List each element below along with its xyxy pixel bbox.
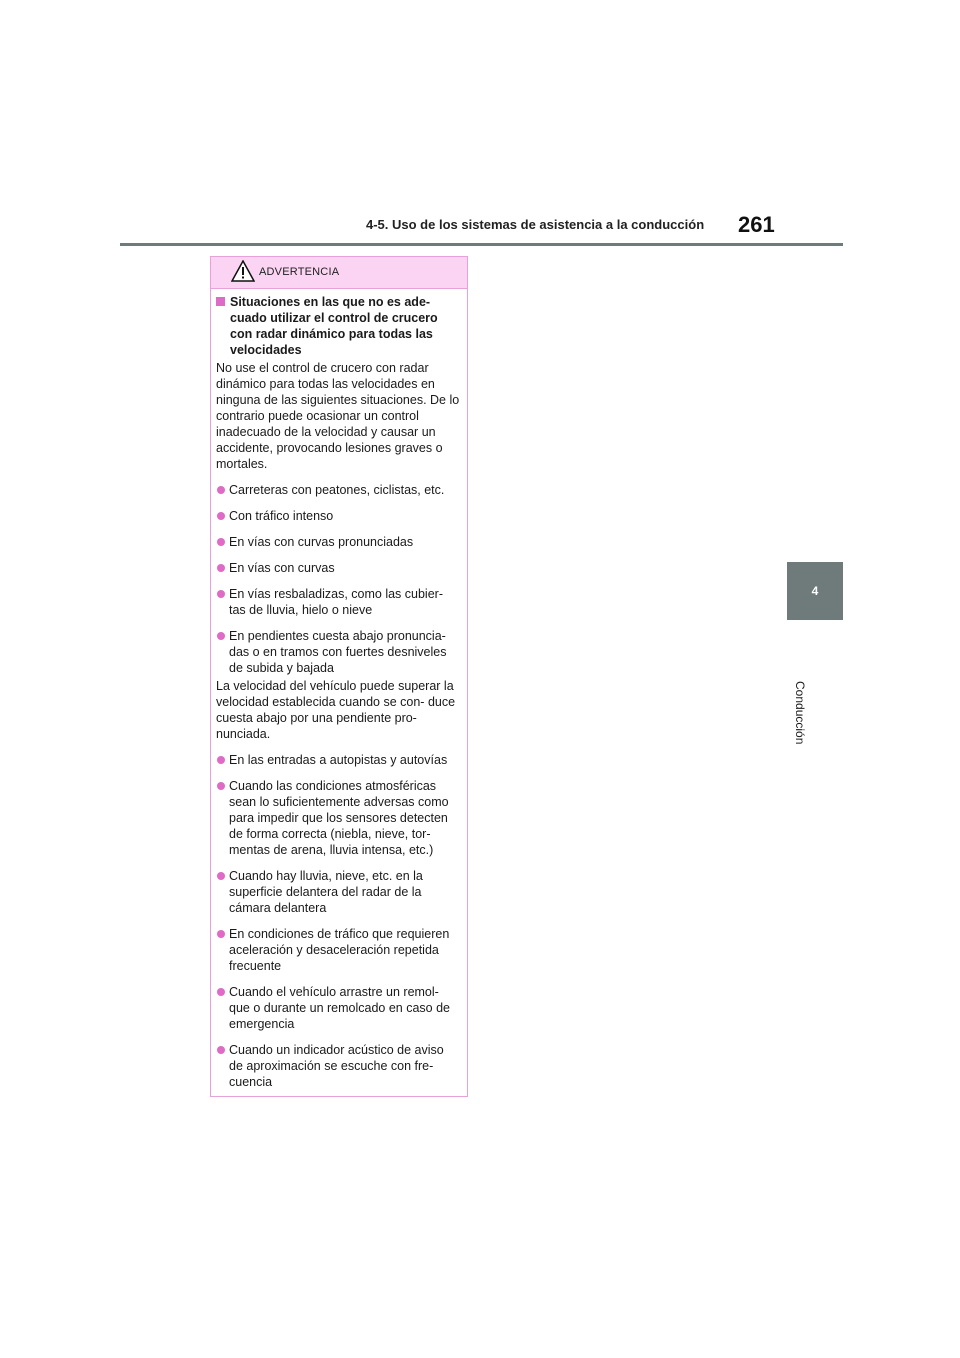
bullet-dot-icon [217, 564, 225, 572]
bullet-dot-icon [217, 632, 225, 640]
list-item-text: En las entradas a autopistas y autovías [229, 753, 448, 767]
list-item-text: En vías con curvas pronunciadas [229, 535, 414, 549]
list-item [216, 586, 461, 618]
list-item [216, 628, 461, 676]
warning-title: ADVERTENCIA [259, 266, 340, 278]
list-item-text: Con tráfico intenso [229, 509, 334, 523]
list-item [216, 778, 461, 858]
warning-heading [216, 294, 467, 358]
list-item [216, 926, 461, 974]
square-bullet-icon [216, 297, 225, 306]
list-item-text: Carreteras con peatones, ciclistas, etc. [229, 483, 445, 497]
list-item [216, 508, 461, 524]
page-number: 261 [738, 212, 775, 237]
list-item-text: En pendientes cuesta abajo pronuncia- das o en tramos con fuertes desniveles de subida y bajada [229, 629, 447, 675]
header-divider [120, 243, 843, 246]
bullet-dot-icon [217, 872, 225, 880]
list-item [216, 868, 461, 916]
list-item [216, 560, 461, 576]
list-item-text: En condiciones de tráfico que requieren aceleración y desaceleración repetida frecuente [229, 927, 450, 973]
slope-note: La velocidad del vehículo puede superar la velocidad establecida cuando se con- duce cuesta abajo por una pendiente pro- nunciada. [216, 679, 456, 741]
bullet-dot-icon [217, 538, 225, 546]
list-item [216, 482, 461, 498]
bullet-dot-icon [217, 782, 225, 790]
list-item-text: En vías resbaladizas, como las cubier- tas de lluvia, hielo o nieve [229, 587, 443, 617]
chapter-side-label: Conducción [793, 681, 807, 745]
list-item [216, 1042, 461, 1090]
warning-body [211, 289, 467, 1090]
chapter-tab [787, 562, 843, 620]
list-item-text: Cuando hay lluvia, nieve, etc. en la superficie delantera del radar de la cámara delantera [229, 869, 423, 915]
chapter-number: 4 [811, 584, 819, 598]
bullet-dot-icon [217, 930, 225, 938]
section-title: 4-5. Uso de los sistemas de asistencia a la conducción [366, 217, 705, 232]
bullet-dot-icon [217, 590, 225, 598]
warning-header [211, 257, 467, 289]
warning-triangle-icon [231, 260, 255, 282]
warning-intro: No use el control de crucero con radar dinámico para todas las velocidades en ninguna de las siguientes situaciones. De lo contrario puede ocasionar un control inadecuado de la velocidad y causar un accidente, provocando lesiones graves o mortales. [216, 361, 460, 471]
list-item-text: Cuando un indicador acústico de aviso de aproximación se escuche con fre- cuencia [229, 1043, 444, 1089]
list-item-text: En vías con curvas [229, 561, 335, 575]
list-item [216, 984, 461, 1032]
warning-box [210, 256, 468, 1097]
bullet-dot-icon [217, 1046, 225, 1054]
list-item [216, 534, 461, 550]
bullet-dot-icon [217, 512, 225, 520]
bullet-dot-icon [217, 988, 225, 996]
bullet-dot-icon [217, 486, 225, 494]
bullet-dot-icon [217, 756, 225, 764]
list-item-text: Cuando el vehículo arrastre un remol- que o durante un remolcado en caso de emergencia [229, 985, 450, 1031]
list-item-text: Cuando las condiciones atmosféricas sean lo suficientemente adversas como para impedir que los sensores detecten de forma correcta (niebla, nieve, tor- mentas de arena, lluvia intensa, etc.) [229, 779, 449, 857]
list-item [216, 752, 461, 768]
warning-heading-text: Situaciones en las que no es ade- cuado utilizar el control de crucero con radar dinámico para todas las velocidades [230, 295, 438, 357]
